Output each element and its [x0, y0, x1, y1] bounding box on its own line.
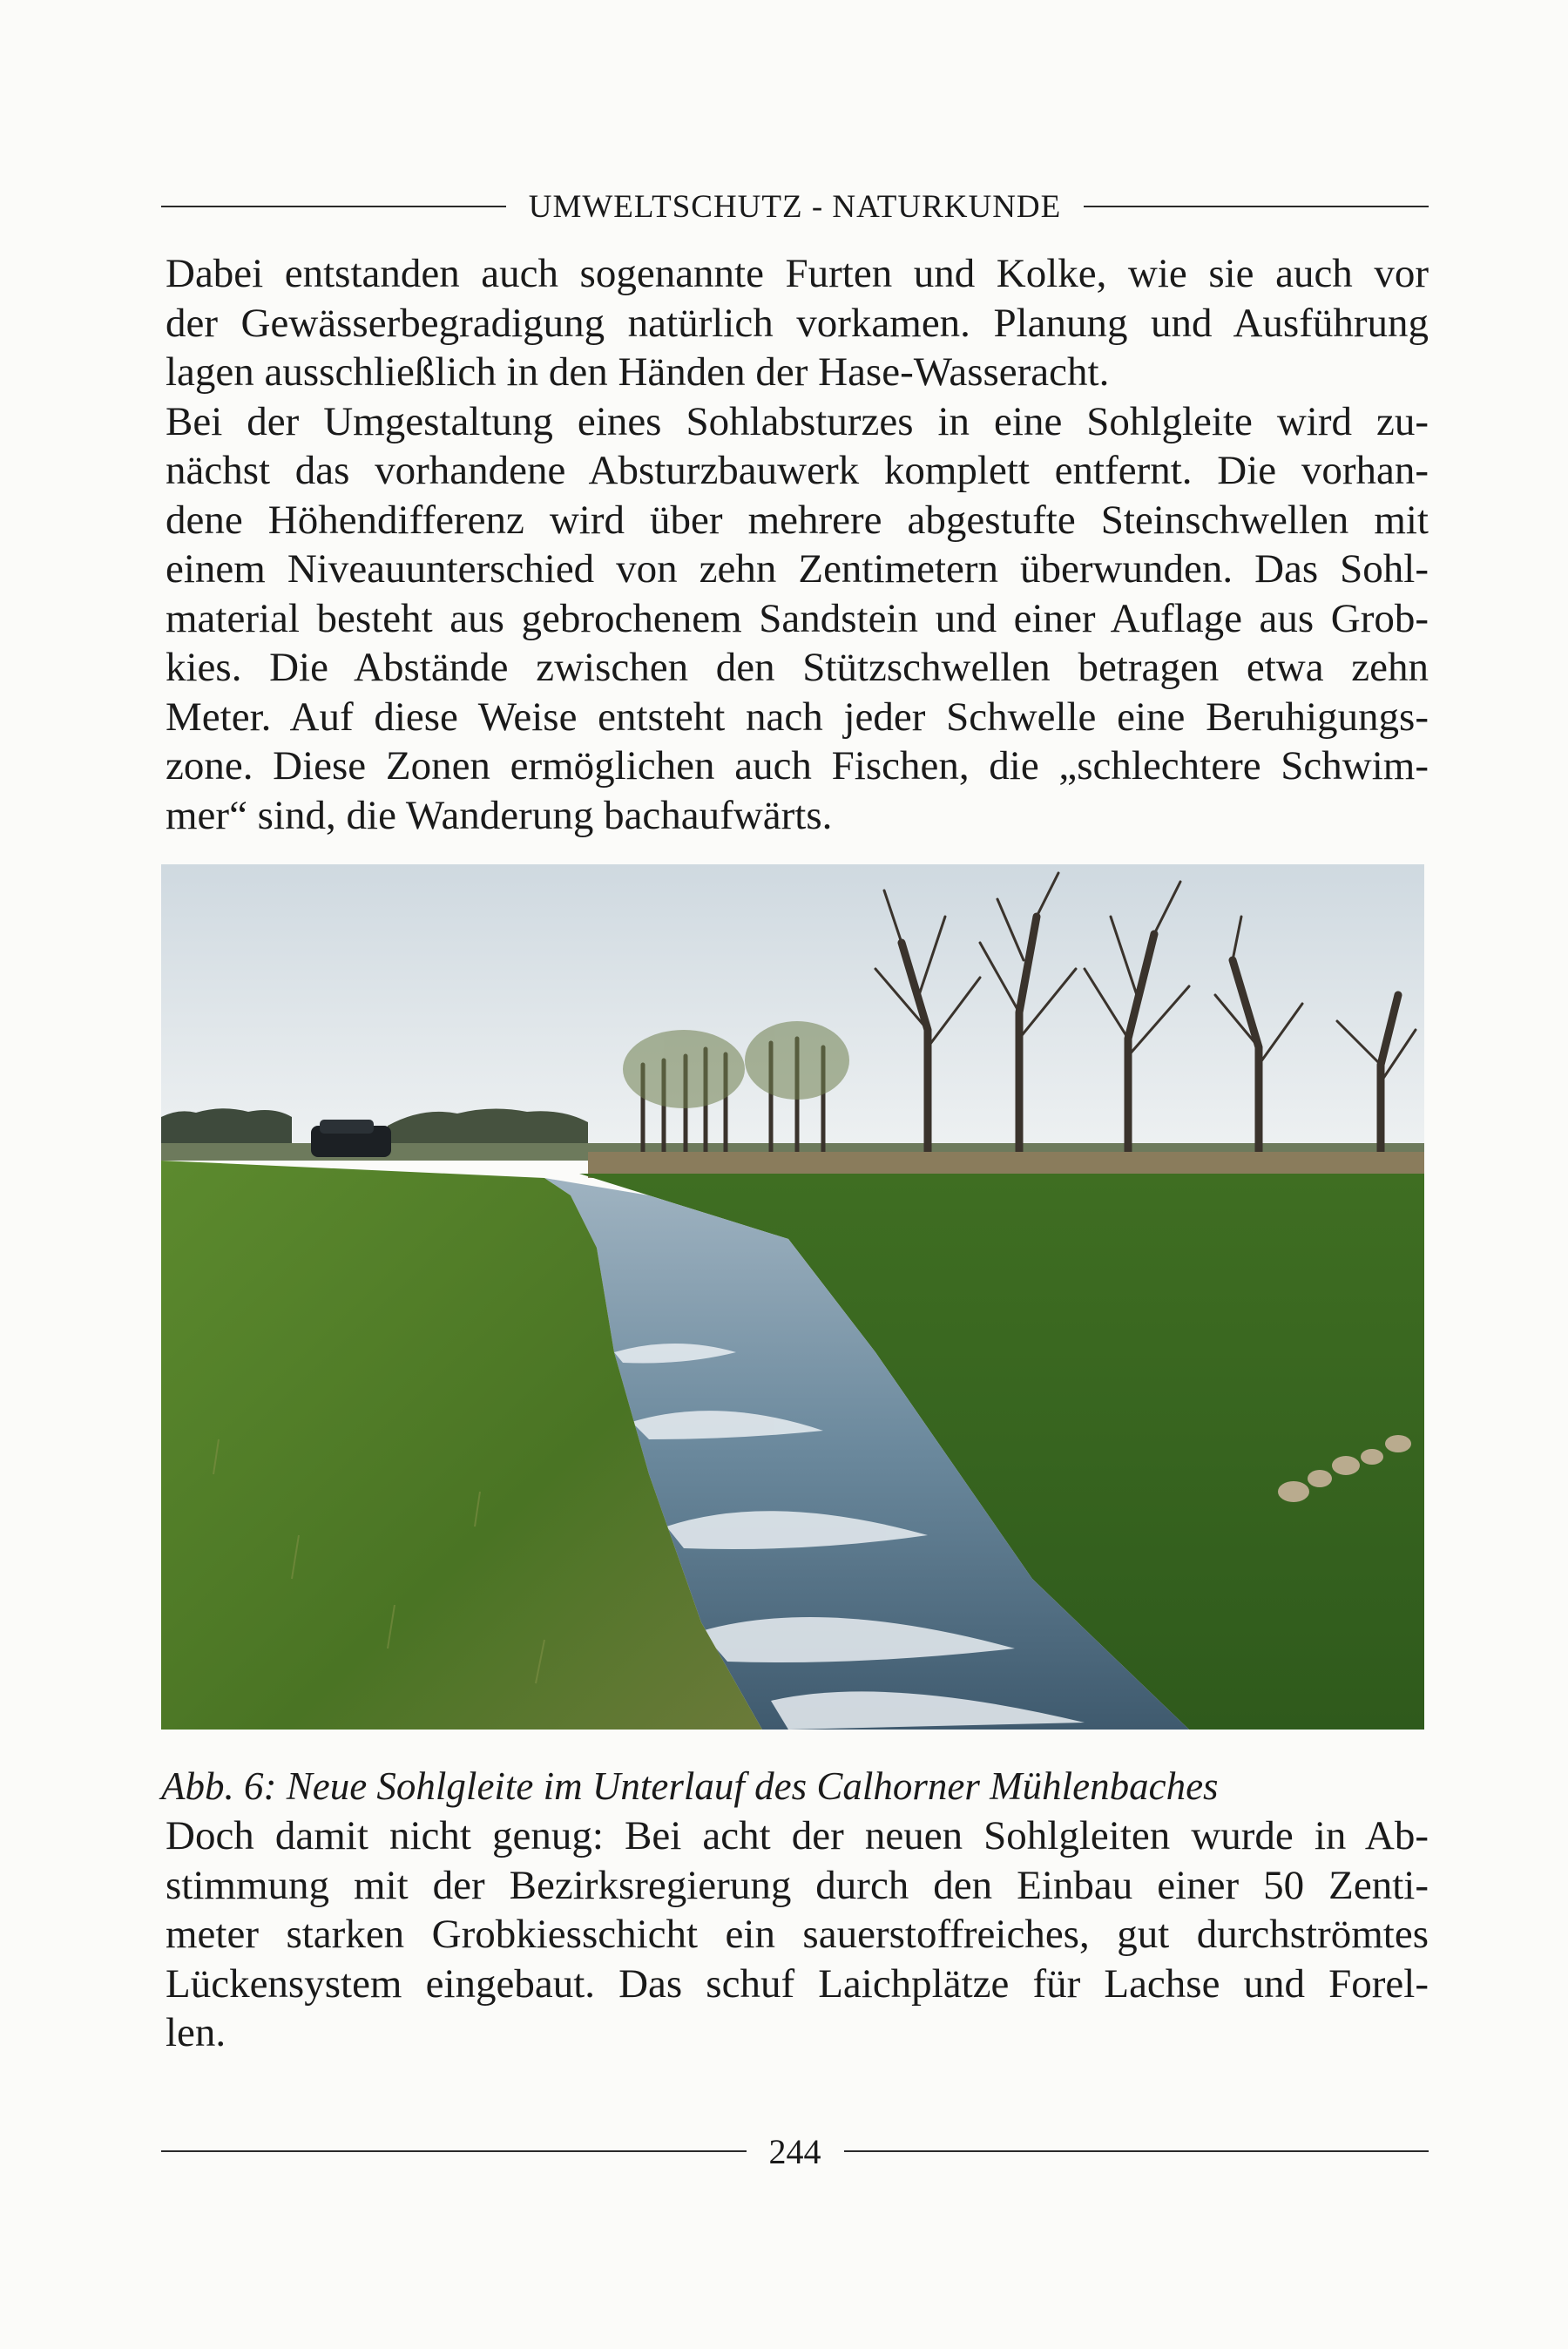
paragraph-2 — [166, 1811, 1429, 2058]
stream-photo — [161, 864, 1424, 1730]
header-rule-left — [161, 206, 506, 207]
text-line: Meter. Auf diese Weise entsteht nach jeder Schwelle eine Beruhigungs- — [166, 694, 1429, 740]
text-line: zone. Diese Zonen ermöglichen auch Fischen, die „schlechtere Schwim- — [166, 743, 1429, 789]
figure-caption: Abb. 6: Neue Sohlgleite im Unterlauf des Calhorner Mühlenbaches — [161, 1764, 1219, 1808]
text-line: meter starken Grobkiesschicht ein sauerstoffreiches, gut durchströmtes — [166, 1912, 1429, 1957]
text-line: kies. Die Abstände zwischen den Stützschwellen betragen etwa zehn — [166, 645, 1429, 690]
text-line: nächst das vorhandene Absturzbauwerk komplett entfernt. Die vorhan- — [166, 448, 1429, 493]
text-line: der Gewässerbegradigung natürlich vorkamen. Planung und Ausführung — [166, 300, 1429, 346]
text-line: einem Niveauunterschied von zehn Zentimetern überwunden. Das Sohl- — [166, 546, 1429, 592]
text-line: len. — [166, 2010, 226, 2055]
paragraph-1 — [166, 249, 1429, 840]
text-line: dene Höhendifferenz wird über mehrere abgestufte Steinschwellen mit — [166, 497, 1429, 543]
footer-rule-right — [844, 2150, 1429, 2152]
text-line: Lückensystem eingebaut. Das schuf Laichplätze für Lachse und Forel- — [166, 1960, 1429, 2007]
header-rule-right — [1084, 206, 1429, 207]
page-number: 244 — [768, 2131, 821, 2171]
text-line: Bei der Umgestaltung eines Sohlabsturzes in eine Sohlgleite wird zu- — [166, 398, 1429, 444]
text-line: Doch damit nicht genug: Bei acht der neuen Sohlgleiten wurde in Ab- — [166, 1813, 1429, 1858]
running-header-title: UMWELTSCHUTZ - NATURKUNDE — [528, 188, 1062, 225]
text-line: material besteht aus gebrochenem Sandstein und einer Auflage aus Grob- — [166, 595, 1429, 641]
text-line: lagen ausschließlich in den Händen der Hase-Wasseracht. — [166, 349, 1110, 395]
text-line: mer“ sind, die Wanderung bachaufwärts. — [166, 792, 833, 838]
text-line: Dabei entstanden auch sogenannte Furten und Kolke, wie sie auch vor — [166, 251, 1429, 296]
running-header — [161, 185, 1429, 228]
page-footer — [161, 2129, 1429, 2173]
footer-rule-left — [161, 2150, 747, 2152]
text-line: stimmung mit der Bezirksregierung durch den Einbau einer 50 Zenti- — [166, 1862, 1429, 1908]
